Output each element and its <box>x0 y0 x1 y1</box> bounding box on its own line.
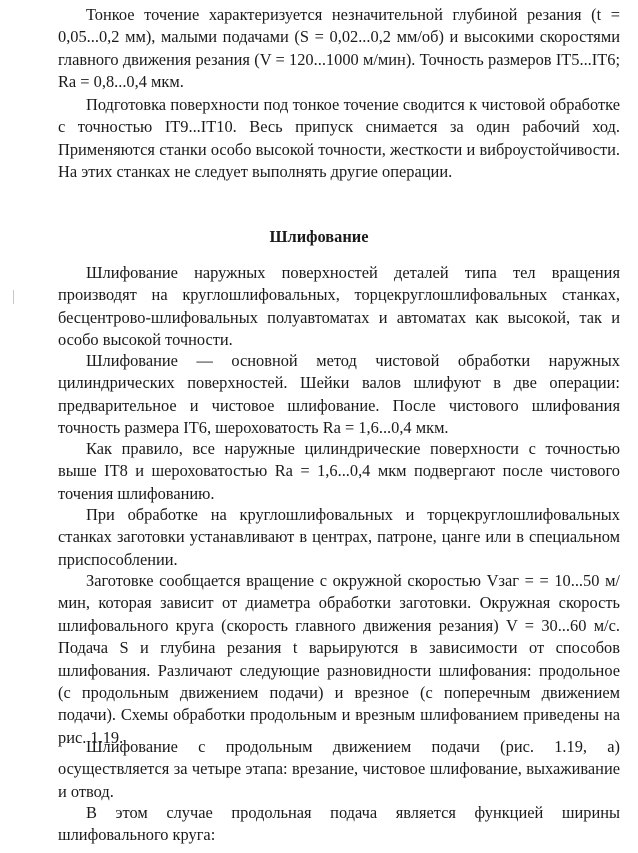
paragraph-speeds: Заготовке сообщается вращение с окружной скоростью Vзаг = = 10...50 м/мин, которая зависит от диаметра обработки заготовки. Окружная скорость шлифовального круга (скорость главного движения резания) V = 30...60 м/с. Подача S и глубина резания t варьируются в зависимости от способов шлифования. Различают следующие разновидности шлифования: продольное (с продольным движением подачи) и врезное (с поперечным движением подачи). Схемы обработки продольным и врезным шлифованием приведены на рис. 1.19. <box>58 571 620 747</box>
paragraph-longitudinal-grinding: Шлифование с продольным движением подачи (рис. 1.19, а) осуществляется за четыре этапа: врезание, чистовое шлифование, выхаживание и отвод. <box>58 737 620 801</box>
paragraph-workpiece-mounting: При обработке на круглошлифовальных и торцекруглошлифовальных станках заготовки устанавливают в центрах, патроне, цанге или в специальном приспособлении. <box>58 505 620 569</box>
paragraph-longitudinal-feed: В этом случае продольная подача является функцией ширины шлифовального круга: <box>58 803 620 845</box>
margin-mark <box>13 290 14 304</box>
paragraph-surface-preparation: Подготовка поверхности под тонкое точение сводится к чистовой обработке с точностью IT9...IT10. Весь припуск снимается за один рабочий ход. Применяются станки особо высокой точности, жесткости и виброустойчивости. На этих станках не следует выполнять другие операции. <box>58 95 620 182</box>
paragraph-fine-turning: Тонкое точение характеризуется незначительной глубиной резания (t = 0,05...0,2 мм), малыми подачами (S = 0,02...0,2 мм/об) и высокими скоростями главного движения резания (V = 120...1000 м/мин). Точность размеров IT5...IT6; Ra = 0,8...0,4 мкм. <box>58 5 620 92</box>
section-heading: Шлифование <box>269 227 369 246</box>
paragraph-grinding-method: Шлифование — основной метод чистовой обработки наружных цилиндрических поверхностей. Шейки валов шлифуют в две операции: предварительное и чистовое шлифование. После чистового шлифования точность размера IT6, шероховатость Ra = 1,6...0,4 мкм. <box>58 351 620 438</box>
paragraph-grinding-rule: Как правило, все наружные цилиндрические поверхности с точностью выше IT8 и шероховатостью Ra = 1,6...0,4 мкм подвергают после чистового точения шлифованию. <box>58 439 620 503</box>
paragraph-grinding-machines: Шлифование наружных поверхностей деталей типа тел вращения производят на круглошлифовальных, торцекруглошлифовальных станках, бесцентрово-шлифовальных полуавтоматах и автоматах как высокой, так и особо высокой точности. <box>58 263 620 350</box>
